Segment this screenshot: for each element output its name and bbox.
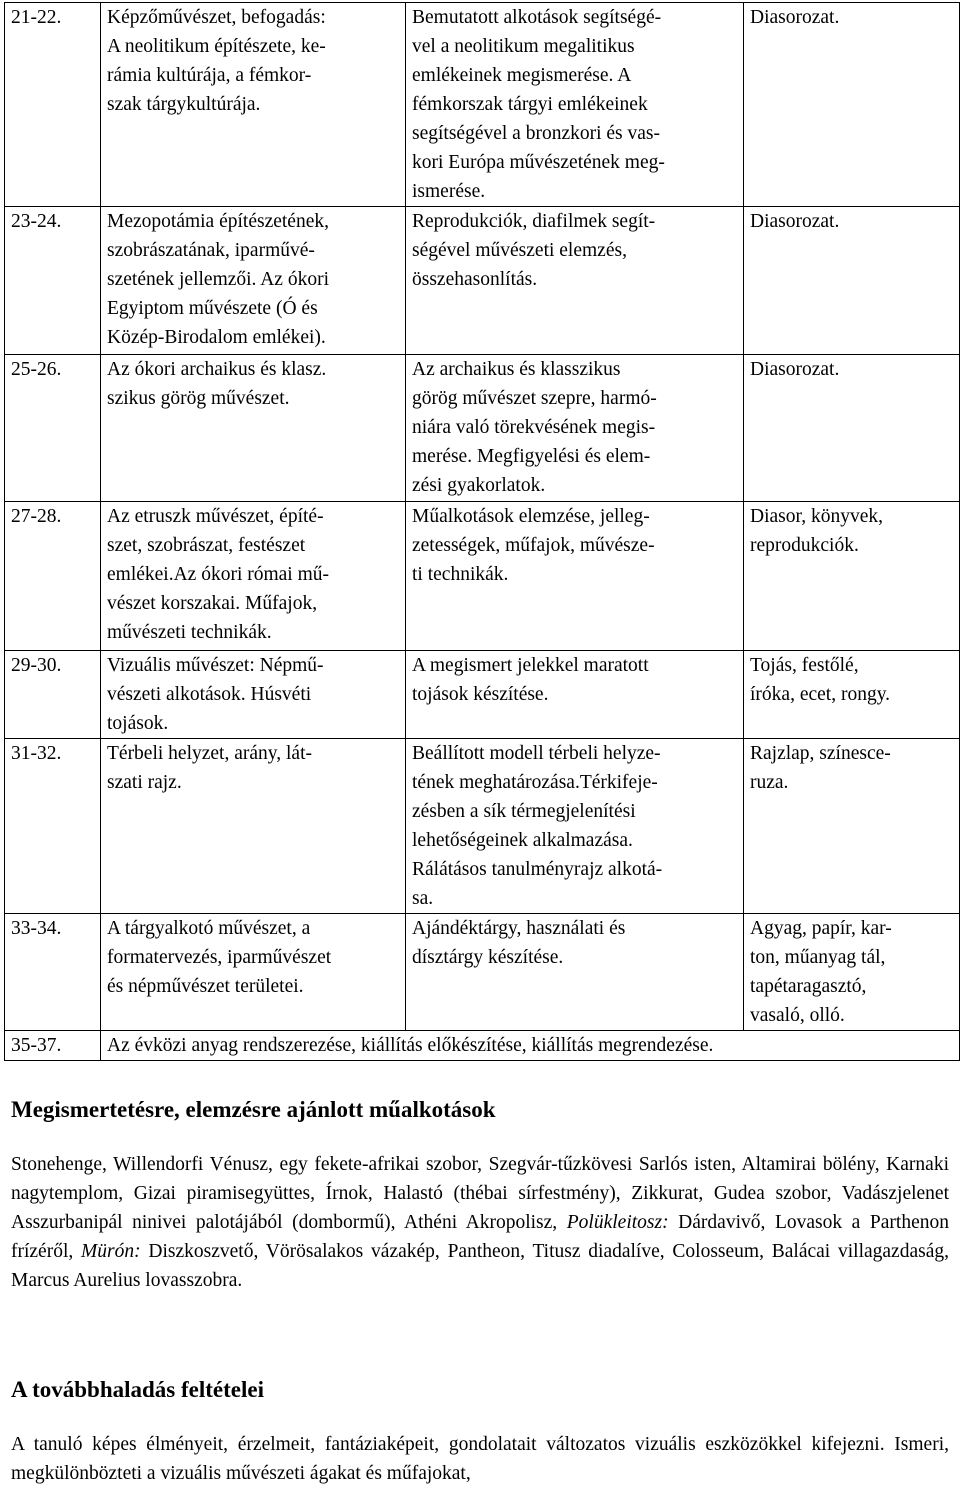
lesson-method: Ajándéktárgy, használati és dísztárgy készítése. xyxy=(406,914,744,1031)
lesson-tools: Diasor, könyvek, reprodukciók. xyxy=(744,502,960,651)
table-row-summary xyxy=(5,1031,960,1061)
lesson-topic: Térbeli helyzet, arány, lát- szati rajz. xyxy=(101,739,406,914)
artworks-text-part: Diszkoszvető, Vörösalakos vázakép, Pantheon, Titusz diadalíve, Colosseum, Balácai villagazdaság, Marcus Aurelius lovasszobra. xyxy=(11,1241,949,1291)
lesson-number: 29-30. xyxy=(5,651,101,739)
lesson-topic: Az etruszk művészet, építé- szet, szobrászat, festészet emlékei.Az ókori római mű- vészet korszakai. Műfajok, művészeti technikák. xyxy=(101,502,406,651)
progress-heading: A továbbhaladás feltételei xyxy=(11,1377,264,1402)
artworks-paragraph xyxy=(11,1150,949,1295)
lesson-tools: Agyag, papír, kar- ton, műanyag tál, tapétaragasztó, vasaló, olló. xyxy=(744,914,960,1031)
lesson-topic: A tárgyalkotó művészet, a formatervezés, iparművészet és népművészet területei. xyxy=(101,914,406,1031)
artworks-heading: Megismertetésre, elemzésre ajánlott műalkotások xyxy=(11,1097,496,1122)
table-row xyxy=(5,739,960,914)
table-row xyxy=(5,3,960,207)
lesson-tools: Diasorozat. xyxy=(744,355,960,502)
table-row xyxy=(5,355,960,502)
lesson-number: 27-28. xyxy=(5,502,101,651)
lesson-number: 21-22. xyxy=(5,3,101,207)
lesson-topic: Az ókori archaikus és klasz. szikus görög művészet. xyxy=(101,355,406,502)
artist-name-miron: Mürón: xyxy=(81,1241,141,1262)
lesson-number: 25-26. xyxy=(5,355,101,502)
lesson-topic: Vizuális művészet: Népmű- vészeti alkotások. Húsvéti tojások. xyxy=(101,651,406,739)
lesson-method: Beállított modell térbeli helyze- tének meghatározása.Térkifeje- zésben a sík térmegjelenítési lehetőségeinek alkalmazása. Rálátásos tanulményrajz alkotá- sa. xyxy=(406,739,744,914)
artworks-text-part: Stonehenge, Willendorfi Vénusz, egy fekete-afrikai szobor, Szegvár-tűzkövesi Sarlós isten, Altamirai bölény, Karnaki nagytemplom, Gizai piramisegyüttes, Írnok, Halastó (thébai sírfestmény), Zikkurat, Gudea szobor, Vadászjelenet Asszurbanipál ninivei palotájából (dombormű), Athéni Akropolisz, xyxy=(11,1154,949,1233)
lesson-tools: Rajzlap, színesce- ruza. xyxy=(744,739,960,914)
table-row xyxy=(5,502,960,651)
lesson-method: A megismert jelekkel maratott tojások készítése. xyxy=(406,651,744,739)
lesson-method: Az archaikus és klasszikus görög művészet szepre, harmó- niára való törekvésének megis- merése. Megfigyelési és elem- zési gyakorlatok. xyxy=(406,355,744,502)
lesson-number: 31-32. xyxy=(5,739,101,914)
curriculum-table xyxy=(4,2,960,1061)
lesson-method: Műalkotások elemzése, jelleg- zetességek, műfajok, művésze- ti technikák. xyxy=(406,502,744,651)
lesson-method: Reprodukciók, diafilmek segít- ségével művészeti elemzés, összehasonlítás. xyxy=(406,207,744,355)
lesson-tools: Tojás, festőlé, íróka, ecet, rongy. xyxy=(744,651,960,739)
progress-paragraph: A tanuló képes élményeit, érzelmeit, fantáziaképeit, gondolatait változatos vizuális eszközökkel kifejezni. Ismeri, megkülönbözteti a vizuális művészeti ágakat és műfajokat, xyxy=(11,1434,949,1484)
lesson-topic: Mezopotámia építészetének, szobrászatának, iparművé- szetének jellemzői. Az ókori Egyiptom művészete (Ó és Közép-Birodalom emlékei). xyxy=(101,207,406,355)
artist-name-polikleitosz: Polükleitosz: xyxy=(566,1212,669,1233)
lesson-number: 35-37. xyxy=(5,1031,101,1061)
table-row xyxy=(5,914,960,1031)
lesson-tools: Diasorozat. xyxy=(744,3,960,207)
artworks-text-part: Dárdavivő, Lovasok a Parthenon frízéről, xyxy=(11,1212,949,1262)
table-row xyxy=(5,207,960,355)
table-row xyxy=(5,651,960,739)
lesson-tools: Diasorozat. xyxy=(744,207,960,355)
lesson-number: 33-34. xyxy=(5,914,101,1031)
lesson-method: Bemutatott alkotások segítségé- vel a neolitikum megalitikus emlékeinek megismerése. A fémkorszak tárgyi emlékeinek segítségével a bronzkori és vas- kori Európa művészetének meg- ismerése. xyxy=(406,3,744,207)
summary-text: Az évközi anyag rendszerezése, kiállítás előkészítése, kiállítás megrendezése. xyxy=(101,1031,960,1061)
lesson-topic: Képzőművészet, befogadás: A neolitikum építészete, ke- rámia kultúrája, a fémkor- szak tárgykultúrája. xyxy=(101,3,406,207)
lesson-number: 23-24. xyxy=(5,207,101,355)
